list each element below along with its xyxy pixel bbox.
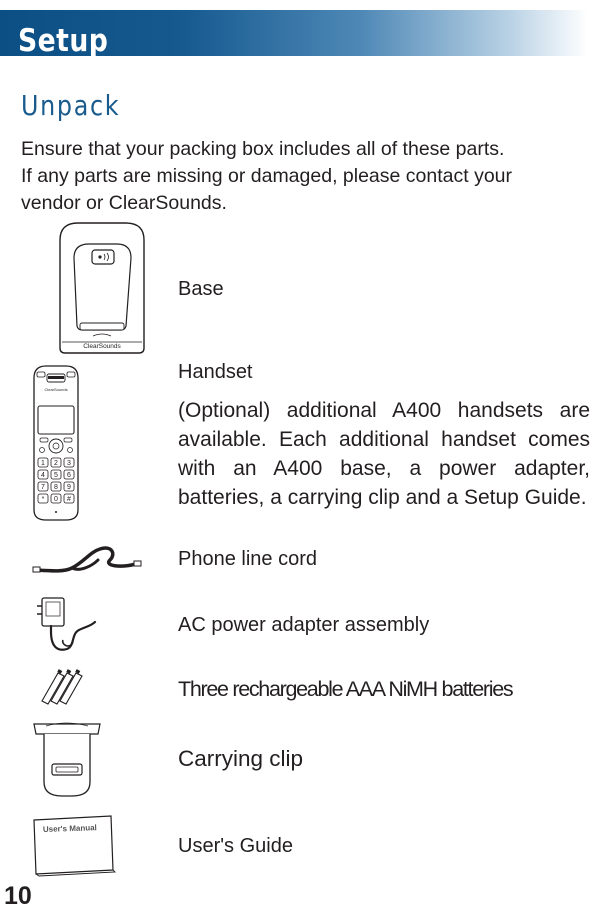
keypad-key: 6 xyxy=(67,472,71,479)
keypad-key: 8 xyxy=(54,484,58,491)
phone-cord-label: Phone line cord xyxy=(178,548,317,570)
keypad-key: 1 xyxy=(41,460,45,467)
svg-text:ClearSounds: ClearSounds xyxy=(44,387,68,392)
handset-icon xyxy=(28,362,84,524)
power-adapter-label: AC power adapter assembly xyxy=(178,614,430,636)
keypad-key: 2 xyxy=(54,460,58,467)
base-label: Base xyxy=(178,278,224,300)
intro-line: vendor or ClearSounds. xyxy=(21,192,227,214)
keypad-key: 7 xyxy=(41,484,45,491)
carrying-clip-icon xyxy=(32,716,102,800)
batteries-label: Three rechargeable AAA NiMH batteries xyxy=(178,677,513,701)
keypad-key: 3 xyxy=(67,460,71,467)
keypad-key: 5 xyxy=(54,472,58,479)
base-station-icon xyxy=(56,220,148,356)
user-guide-label: User's Guide xyxy=(178,835,293,857)
page-number: 10 xyxy=(4,882,32,910)
intro-line: If any parts are missing or damaged, please contact your xyxy=(21,165,513,187)
handset-label: Handset xyxy=(178,361,253,383)
section-title: Setup xyxy=(18,23,109,59)
keypad-key: 0 xyxy=(54,496,58,503)
user-guide-icon xyxy=(31,812,117,878)
intro-line: Ensure that your packing box includes all of these parts. xyxy=(21,138,505,160)
unpack-heading: Unpack xyxy=(21,89,121,122)
handset-description: (Optional) additional A400 handsets are available. Each additional handset comes with an A400 base, a power adapter, batteries, a carrying clip and a Setup Guide. xyxy=(178,399,590,509)
carrying-clip-label: Carrying clip xyxy=(178,746,304,771)
batteries-icon xyxy=(34,665,88,707)
keypad-key: 9 xyxy=(67,484,71,491)
keypad-key: * xyxy=(41,496,45,503)
base-brand-logo: ClearSounds xyxy=(83,343,121,350)
user-guide-cover-title: User's Manual xyxy=(42,823,97,834)
phone-cord-icon xyxy=(32,540,144,580)
header-bar xyxy=(0,10,600,59)
intro-paragraph xyxy=(21,136,600,217)
keypad-key: # xyxy=(67,496,71,503)
power-adapter-icon xyxy=(33,592,99,656)
keypad-key: 4 xyxy=(41,472,45,479)
